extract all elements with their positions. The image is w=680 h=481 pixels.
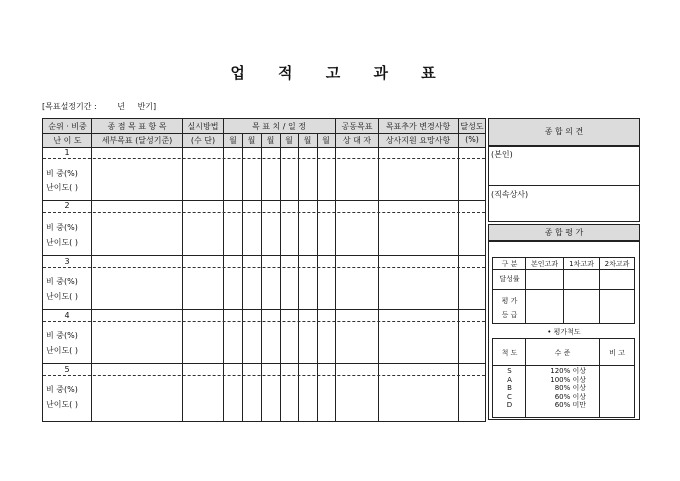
row-2-weight: 비 중(%) [46,223,78,232]
opinion-boss-label: (직속상사) [491,190,529,199]
row-3-weight: 비 중(%) [46,277,78,286]
header-month-5: 월 [303,136,312,145]
goal-table [42,118,486,422]
scale-level-b: 80% 이상 [554,384,586,393]
header-rank-weight: 순위 · 비중 [48,122,87,131]
row-1-number: 1 [64,148,70,157]
header-month-3: 월 [266,136,275,145]
header-method-sub: (수 단) [190,136,216,145]
header-method: 실시방법 [187,122,219,131]
row-3-difficulty: 난이도( ) [46,292,78,301]
overall-eval-header [488,224,640,241]
eval-grid [492,257,635,324]
scale-grade-d: D [506,401,513,410]
header-achievement: 달성도 [460,122,484,131]
row-4-weight: 비 중(%) [46,331,78,340]
header-month-1: 월 [229,136,237,145]
goal-period-label: [목표설정기간 : [42,102,97,111]
header-sub-goal: 세부목표 (달성기준) [101,136,173,145]
scale-col-note: 비 고 [609,349,625,357]
scale-grade-c: C [507,392,512,401]
row-2-number: 2 [64,201,70,210]
header-difficulty: 난 이 도 [53,136,82,145]
overall-opinion-header [488,118,640,146]
eval-col-first: 1차고과 [569,260,594,268]
row-2-difficulty: 난이도( ) [46,238,78,247]
eval-col-self: 본인고과 [530,260,559,268]
scale-col-level: 수 준 [554,349,571,357]
header-month-6: 월 [322,136,330,145]
header-goal-items: 종 점 목 표 항 목 [107,122,167,131]
goal-period [42,101,156,112]
scale-grade-a: A [507,375,512,384]
scale-col-grade: 척 도 [501,349,518,357]
scale-grid [492,338,635,418]
row-1-weight: 비 중(%) [46,169,78,178]
eval-grade-line1: 평 가 [501,297,518,305]
scale-level-d: 60% 미만 [554,401,586,410]
overall-opinion-title: 종 합 의 견 [544,127,584,136]
overall-eval-title: 종 합 평 가 [544,227,584,237]
row-4-number: 4 [64,311,70,320]
scale-level-a: 100% 이상 [550,375,586,384]
goal-period-year: 년 [117,102,126,111]
evaluation-box [488,241,640,420]
scale-grade-b: B [507,384,512,393]
scale-grade-s: S [507,367,512,375]
header-percent: (%) [465,135,479,144]
eval-achievement-rate: 달성률 [499,275,520,283]
header-month-4: 월 [285,136,293,145]
scale-level-s: 120% 이상 [550,367,586,375]
page-title: 업 적 고 과 표 [230,64,450,82]
row-3-number: 3 [64,257,70,266]
header-shared-goal: 공동목표 [341,122,373,131]
opinion-box [488,146,640,222]
row-5-weight: 비 중(%) [46,385,78,394]
row-4-difficulty: 난이도( ) [46,346,78,355]
header-support: 상사지원 요망사항 [385,136,451,145]
scale-title: • 평가척도 [547,328,581,336]
row-5-difficulty: 난이도( ) [46,400,78,409]
header-month-2: 월 [247,136,256,145]
goal-period-half: 반기] [137,102,157,111]
scale-level-c: 60% 이상 [554,392,586,401]
row-5-number: 5 [64,365,70,374]
header-target-schedule: 목 표 치 / 일 정 [251,122,307,131]
eval-grade-line2: 등 급 [501,311,518,319]
header-counterpart: 상 대 자 [342,136,372,145]
opinion-self-label: (본인) [491,150,513,159]
row-1-difficulty: 난이도( ) [46,183,78,192]
header-goal-change: 목표추가 변경사항 [385,122,451,131]
eval-col-second: 2차고과 [604,260,630,268]
eval-col-category: 구 분 [501,260,518,268]
